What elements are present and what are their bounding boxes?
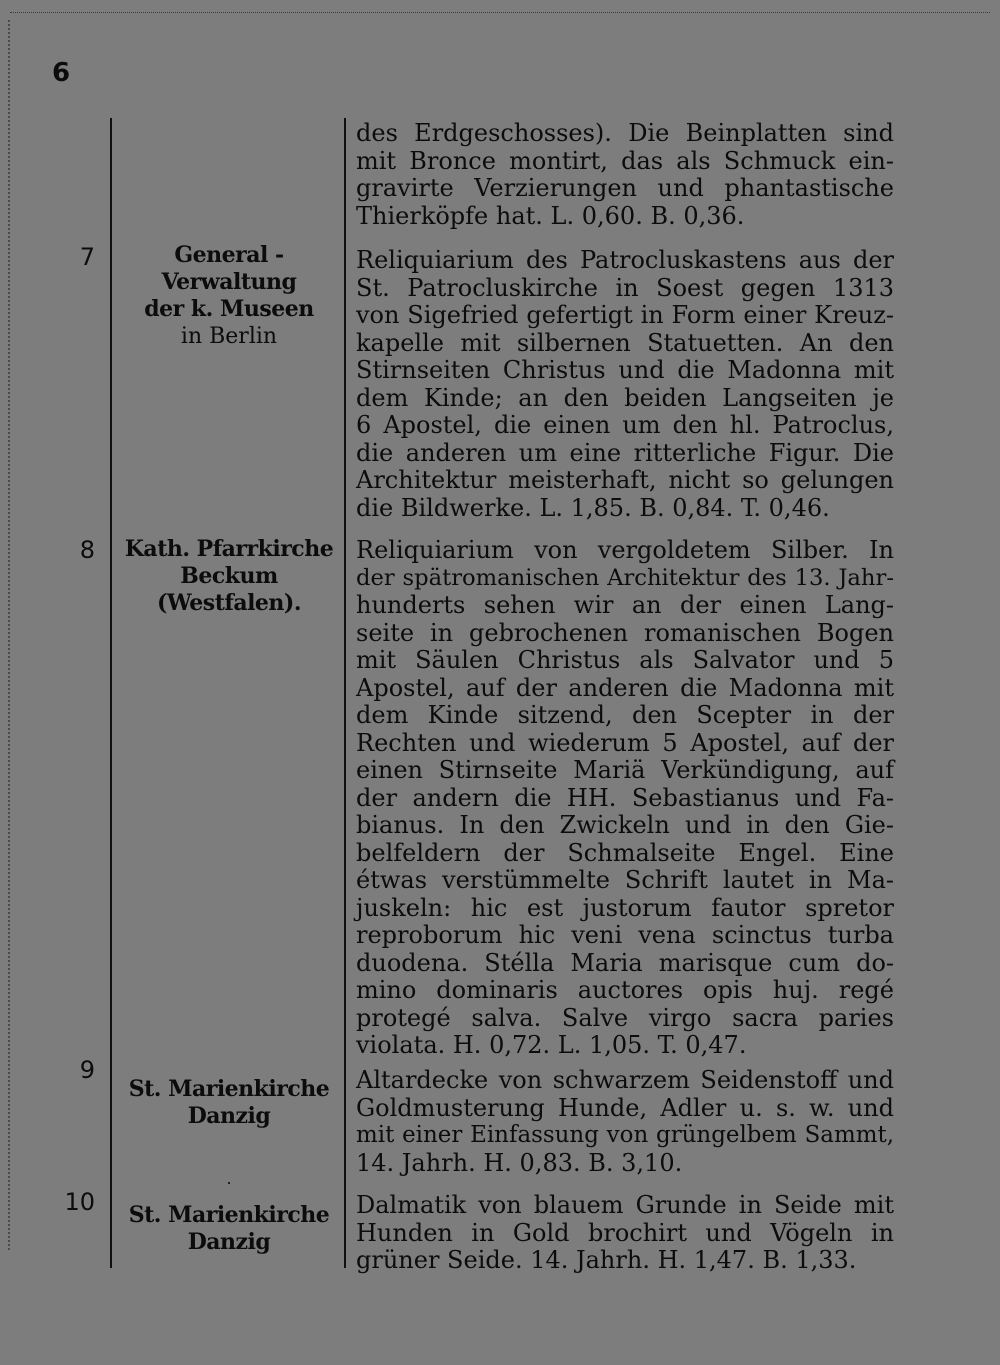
description-line: reproborum hic veni vena scinctus turba [356, 921, 894, 949]
description-line: Thierköpfe hat. L. 0,60. B. 0,36. [356, 201, 745, 230]
entry-location [112, 536, 346, 617]
description-line: Architektur meisterhaft, nicht so gelungen [356, 466, 894, 494]
entry-description-continued [356, 120, 894, 230]
location-line: Kath. Pfarrkirche [124, 536, 334, 562]
description-line: étwas verstümmelte Schrift lautet in Ma- [356, 866, 894, 894]
entry-number: 9 [79, 1056, 95, 1084]
location-line: der k. Museen [144, 296, 314, 322]
entry-location [112, 1076, 346, 1130]
location-line: in Berlin [180, 324, 278, 349]
location-line: General - Verwaltung [161, 242, 297, 295]
top-border-rule [10, 12, 990, 13]
entry-description [356, 247, 894, 522]
entry-location [112, 1202, 346, 1256]
page-number: 6 [52, 58, 71, 88]
description-line: dem Kinde sitzend, den Scepter in der [356, 701, 894, 729]
entry-number: 10 [64, 1188, 95, 1216]
description-line: die Bildwerke. L. 1,85. B. 0,84. T. 0,46. [356, 493, 830, 522]
description-line: Apostel, auf der anderen die Madonna mit [356, 673, 894, 702]
description-line: gravirte Verzierungen und phantastische [356, 174, 894, 202]
description-line: seite in gebrochenen romanischen Bogen [356, 618, 894, 647]
description-line: der andern die HH. Sebastianus und Fa- [356, 783, 894, 812]
left-page-edge [8, 20, 12, 1250]
description-line: Rechten und wiederum 5 Apostel, auf der [356, 728, 894, 757]
description-line: duodena. Stélla Maria marisque cum do- [356, 948, 894, 977]
description-line: die anderen um eine ritterliche Figur. Die [356, 438, 894, 467]
entry-number: 7 [79, 243, 95, 271]
description-line: hunderts sehen wir an der einen Lang- [356, 591, 894, 619]
entry-description [356, 1192, 894, 1275]
location-line: St. Marienkirche [128, 1202, 330, 1228]
description-line: St. Patrocluskirche in Soest gegen 1313 [356, 273, 894, 302]
description-line: mit Säulen Christus als Salvator und 5 [356, 646, 894, 674]
description-line: Goldmusterung Hunde, Adler u. s. w. und [356, 1093, 894, 1122]
description-line: der spätromanischen Architektur des 13. Jahr- [356, 564, 894, 591]
entry-description [356, 537, 894, 1060]
entry-separator-dot [228, 1182, 230, 1184]
description-line: Reliquiarium von vergoldetem Silber. In [356, 536, 894, 564]
description-line: juskeln: hic est justorum fautor spretor [356, 893, 894, 922]
location-line: Danzig [187, 1103, 271, 1129]
location-line: St. Marienkirche [128, 1076, 330, 1102]
description-line: mino dominaris auctores opis huj. regé [356, 976, 894, 1004]
description-line: belfeldern der Schmalseite Engel. Eine [356, 838, 894, 867]
description-line: violata. H. 0,72. L. 1,05. T. 0,47. [356, 1031, 747, 1059]
description-line: dem Kinde; an den beiden Langseiten je [356, 383, 894, 412]
description-line: Stirnseiten Christus und die Madonna mit [356, 356, 894, 384]
description-line: kapelle mit silbernen Statuetten. An den [356, 328, 894, 357]
description-line: Hunden in Gold brochirt und Vögeln in [356, 1218, 894, 1247]
description-line: Altardecke von schwarzem Seidenstoff und [356, 1066, 894, 1094]
description-line: 14. Jahrh. H. 0,83. B. 3,10. [356, 1148, 683, 1177]
description-line: grüner Seide. 14. Jahrh. H. 1,47. B. 1,33. [356, 1246, 857, 1274]
location-line: Beckum (Westfalen). [156, 563, 301, 616]
description-line: Dalmatik von blauem Grunde in Seide mit [356, 1191, 894, 1219]
description-line: Reliquiarium des Patrocluskastens aus der [356, 246, 894, 274]
description-line: mit einer Einfassung von grüngelbem Sammt, [356, 1122, 894, 1148]
description-line: des Erdgeschosses). Die Beinplatten sind [356, 119, 894, 147]
description-line: einen Stirnseite Mariä Verkündigung, auf [356, 756, 894, 784]
entry-description [356, 1067, 894, 1177]
location-line: Danzig [187, 1229, 271, 1255]
entry-number: 8 [79, 536, 95, 564]
entry-location [112, 242, 346, 350]
description-line: mit Bronce montirt, das als Schmuck ein- [356, 146, 894, 175]
description-line: 6 Apostel, die einen um den hl. Patroclus, [356, 411, 894, 439]
description-line: bianus. In den Zwickeln und in den Gie- [356, 811, 894, 839]
description-line: von Sigefried gefertigt in Form einer Kreuz- [356, 301, 894, 329]
description-line: protegé salva. Salve virgo sacra paries [356, 1003, 894, 1032]
